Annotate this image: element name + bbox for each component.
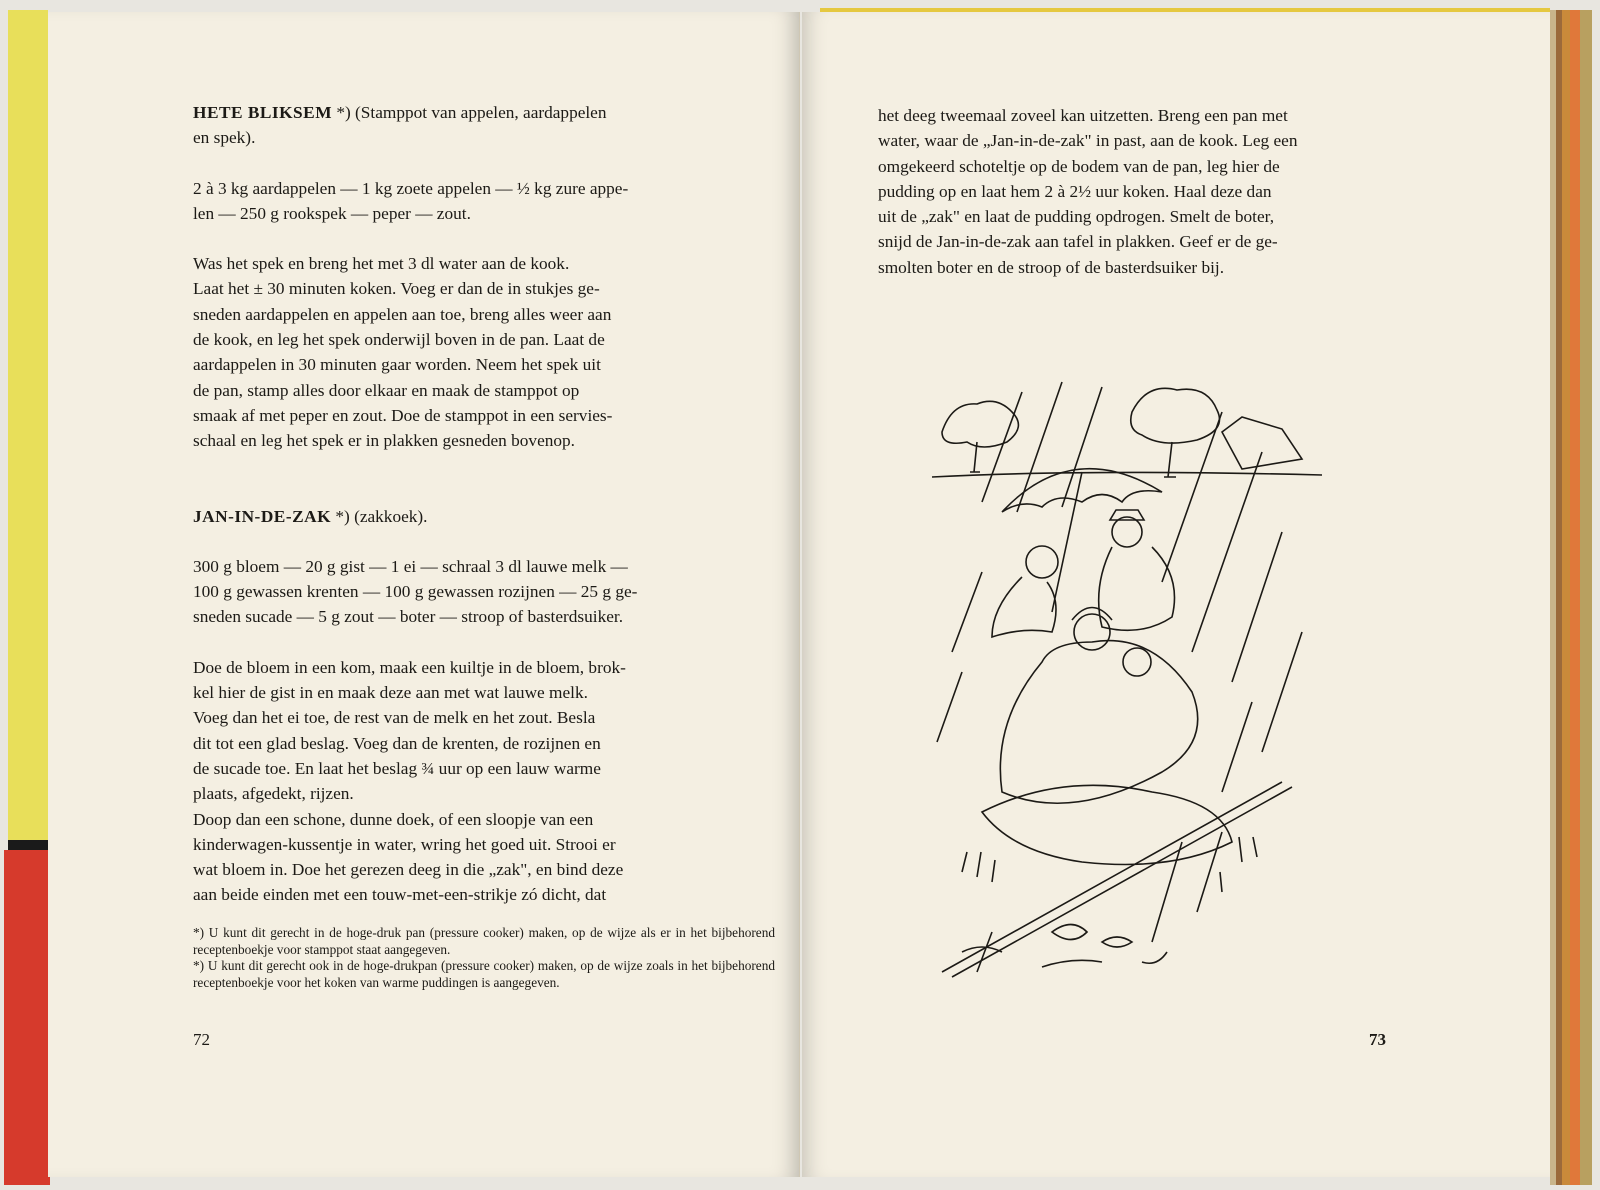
- cover-yellow-band: [8, 10, 48, 850]
- method-jan-in-de-zak: [193, 655, 775, 908]
- ingredients-jan-in-de-zak: [193, 554, 775, 630]
- method-line: sneden aardappelen en appelen aan toe, breng alles weer aan: [193, 304, 612, 324]
- method-line: Doe de bloem in een kom, maak een kuiltje in de bloem, brok-: [193, 657, 626, 677]
- book-edge-left: [0, 10, 50, 1185]
- recipe-subtitle: (Stamppot van appelen, aardappelen: [350, 103, 607, 122]
- left-page-body: [193, 100, 775, 908]
- right-page: [802, 12, 1550, 1177]
- page-number-left: 72: [193, 1030, 210, 1049]
- recipe-subtitle: (zakkoek).: [349, 506, 428, 526]
- method-line: wat bloem in. Doe het gerezen deeg in die „zak", en bind deze: [193, 860, 624, 880]
- method-line: Doop dan een schone, dunne doek, of een sloopje van een: [193, 809, 594, 829]
- recipe-jan-in-de-zak-heading: [193, 504, 775, 529]
- ingredient-line: len — 250 g rookspek — peper — zout.: [193, 203, 471, 223]
- method-line: Laat het ± 30 minuten koken. Voeg er dan de in stukjes ge-: [193, 279, 600, 299]
- ingredient-line: 100 g gewassen krenten — 100 g gewassen rozijnen — 25 g ge-: [193, 582, 638, 602]
- footnote: *) U kunt dit gerecht in de hoge-druk pan (pressure cooker) maken, op de wijze als er in het bijbehorend receptenboekje voor stamppot staat aangegeven.: [193, 925, 775, 957]
- method-line: kel hier de gist in en maak deze aan met wat lauwe melk.: [193, 683, 588, 703]
- text-line: water, waar de „Jan-in-de-zak" in past, aan de kook. Leg een: [878, 131, 1298, 151]
- method-line: Voeg dan het ei toe, de rest van de melk en het zout. Besla: [193, 708, 596, 728]
- cover-red-band: [4, 850, 50, 1185]
- recipe-hete-bliksem-heading: [193, 100, 775, 125]
- footnote: *) U kunt dit gerecht ook in de hoge-drukpan (pressure cooker) maken, op de wijze zoals in het bijbehorend receptenboekje voor het koken van warme puddingen is aangegeven.: [193, 958, 775, 990]
- ingredients-hete-bliksem: [193, 176, 775, 227]
- method-line: aardappelen in 30 minuten gaar worden. Neem het spek uit: [193, 355, 601, 375]
- ingredient-line: 300 g bloem — 20 g gist — 1 ei — schraal 3 dl lauwe melk —: [193, 556, 628, 576]
- text-line: omgekeerd schoteltje op de bodem van de pan, leg hier de: [878, 156, 1280, 176]
- footnote-marker: *): [332, 103, 351, 122]
- method-line: aan beide einden met een touw-met-een-strikje zó dicht, dat: [193, 885, 607, 905]
- recipe-title: HETE BLIKSEM: [193, 103, 333, 122]
- text-line: smolten boter en de stroop of de basterdsuiker bij.: [878, 257, 1225, 277]
- left-page: [48, 12, 800, 1177]
- method-line: smaak af met peper en zout. Doe de stamppot in een servies-: [193, 405, 613, 425]
- right-page-body: [878, 103, 1416, 280]
- recipe-title: JAN-IN-DE-ZAK: [193, 506, 332, 526]
- method-line: de sucade toe. En laat het beslag ¾ uur op een lauw warme: [193, 758, 601, 778]
- method-line: kinderwagen-kussentje in water, wring het goed uit. Strooi er: [193, 834, 616, 854]
- footnotes: [193, 925, 775, 991]
- text-line: snijd de Jan-in-de-zak aan tafel in plakken. Geef er de ge-: [878, 232, 1278, 252]
- ingredient-line: sneden sucade — 5 g zout — boter — stroop of basterdsuiker.: [193, 607, 624, 627]
- method-line: plaats, afgedekt, rijzen.: [193, 784, 354, 804]
- rain-umbrella-illustration: [922, 372, 1342, 1012]
- method-line: Was het spek en breng het met 3 dl water aan de kook.: [193, 254, 570, 274]
- method-line: de kook, en leg het spek onderwijl boven in de pan. Laat de: [193, 330, 605, 350]
- book-edge-right: [1550, 10, 1600, 1185]
- text-line: het deeg tweemaal zoveel kan uitzetten. Breng een pan met: [878, 106, 1288, 125]
- recipe-subtitle-cont: en spek).: [193, 128, 256, 148]
- text-line: uit de „zak" en laat de pudding opdrogen. Smelt de boter,: [878, 207, 1275, 227]
- page-number-right: 73: [1369, 1030, 1386, 1049]
- footnote-marker: *): [331, 506, 350, 526]
- method-line: de pan, stamp alles door elkaar en maak de stamppot op: [193, 380, 580, 400]
- method-hete-bliksem: [193, 251, 775, 453]
- ingredient-line: 2 à 3 kg aardappelen — 1 kg zoete appelen — ½ kg zure appe-: [193, 178, 629, 198]
- method-line: schaal en leg het spek er in plakken gesneden bovenop.: [193, 431, 575, 451]
- method-line: dit tot een glad beslag. Voeg dan de krenten, de rozijnen en: [193, 733, 601, 753]
- text-line: pudding op en laat hem 2 à 2½ uur koken. Haal deze dan: [878, 181, 1272, 201]
